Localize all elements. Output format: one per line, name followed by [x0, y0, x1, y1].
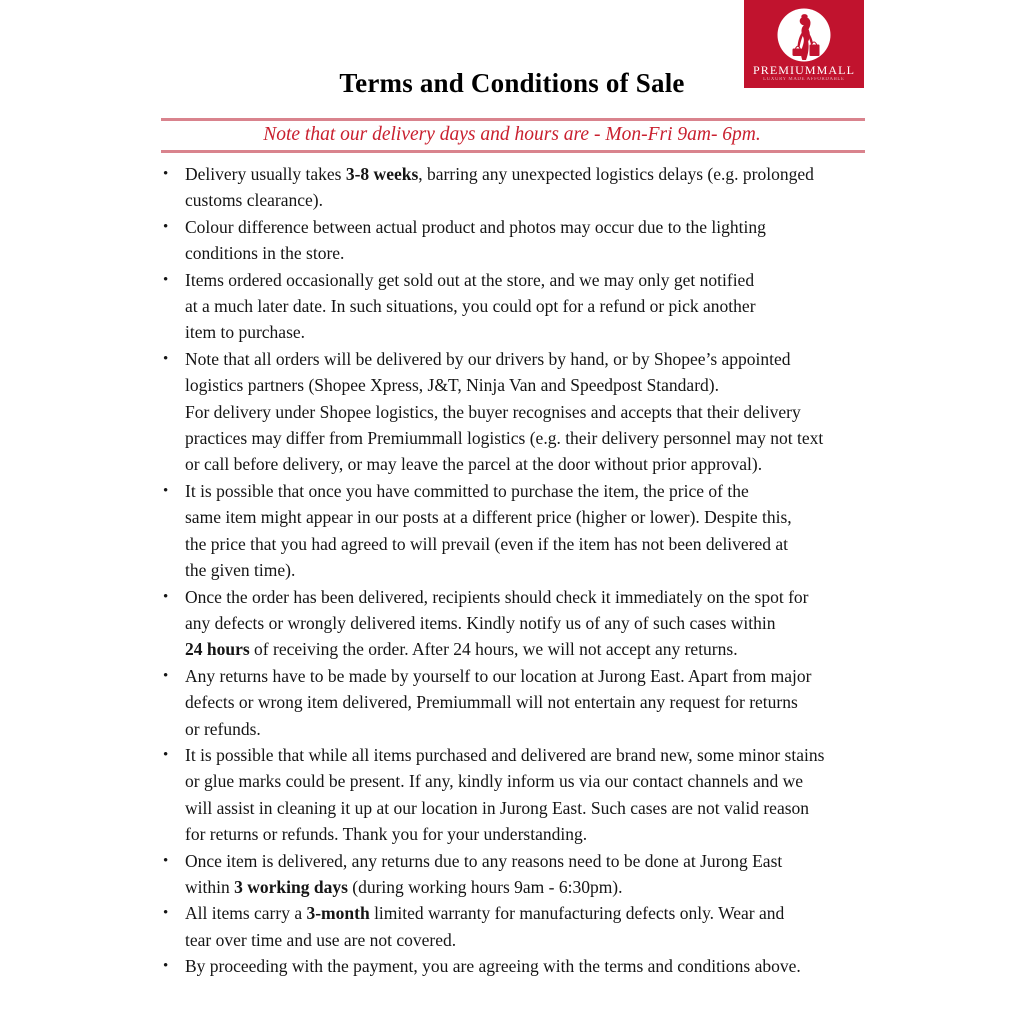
term-text-segment: It is possible that once you have committed to purchase the item, the price of the	[185, 480, 749, 501]
term-text-segment: at a much later date. In such situations, you could opt for a refund or pick another	[185, 296, 756, 317]
term-item	[163, 161, 877, 214]
bullet-icon: •	[163, 667, 169, 684]
term-text-segment: 3-8 weeks	[345, 164, 419, 184]
term-text-segment: Once the order has been delivered, recipients should check it immediately on the spot for	[185, 586, 809, 607]
term-text-segment: or glue marks could be present. If any, kindly inform us via our contact channels and we	[185, 771, 803, 792]
bullet-icon: •	[163, 958, 169, 975]
term-item	[163, 848, 877, 901]
term-text-segment: or call before delivery, or may leave the parcel at the door without prior approval).	[185, 454, 763, 475]
term-text-segment: same item might appear in our posts at a different price (higher or lower). Despite this,	[185, 507, 792, 528]
bullet-icon: •	[163, 350, 169, 367]
term-text-segment: logistics partners (Shopee Xpress, J&T, Ninja Van and Speedpost Standard).	[185, 375, 719, 396]
bullet-icon: •	[163, 271, 169, 288]
term-text-segment: 24 hours	[185, 639, 250, 660]
page-title: Terms and Conditions of Sale	[339, 68, 685, 98]
term-text-segment: Any returns have to be made by yourself to our location at Jurong East. Apart from major	[185, 665, 812, 686]
term-text-segment: tear over time and use are not covered.	[185, 929, 457, 950]
bullet-icon: •	[163, 746, 169, 763]
terms-list	[163, 161, 877, 980]
woman-with-shopping-bags-icon	[775, 7, 833, 63]
term-item	[163, 953, 877, 979]
term-text-segment: item to purchase.	[185, 322, 306, 343]
term-text-segment: conditions in the store.	[185, 243, 345, 264]
term-text-segment: any defects or wrongly delivered items. Kindly notify us of any of such cases within	[185, 612, 776, 633]
term-text-segment: Delivery usually takes	[185, 164, 346, 184]
term-text-segment: , barring any unexpected logistics delays (e.g. prolonged	[418, 164, 814, 184]
term-text-segment: 3-month	[306, 903, 370, 924]
term-item	[163, 346, 877, 478]
term-item	[163, 742, 877, 848]
term-text-segment: Note that all orders will be delivered by our drivers by hand, or by Shopee’s appointed	[185, 348, 791, 369]
bullet-icon: •	[163, 588, 169, 605]
term-text-segment: By proceeding with the payment, you are agreeing with the terms and conditions above.	[185, 956, 801, 977]
term-text-segment: (during working hours 9am - 6:30pm).	[347, 876, 623, 897]
delivery-note: Note that our delivery days and hours are - Mon-Fri 9am- 6pm.	[263, 124, 761, 145]
term-text-segment: or refunds.	[185, 718, 261, 739]
term-text-segment: limited warranty for manufacturing defects only. Wear and	[369, 903, 785, 924]
term-text-segment: for returns or refunds. Thank you for your understanding.	[185, 824, 588, 845]
bullet-icon: •	[163, 852, 169, 869]
term-item	[163, 267, 877, 346]
term-text-segment: Colour difference between actual product and photos may occur due to the lighting	[185, 216, 766, 237]
brand-tagline: LUXURY MADE AFFORDABLE	[763, 77, 845, 82]
term-text-segment: Once item is delivered, any returns due to any reasons need to be done at Jurong East	[185, 850, 783, 871]
term-text-segment: practices may differ from Premiummall logistics (e.g. their delivery personnel may not text	[185, 428, 824, 449]
term-text-segment: 3 working days	[234, 876, 348, 897]
bullet-icon: •	[163, 166, 169, 182]
term-text-segment: the given time).	[185, 560, 296, 581]
bullet-icon: •	[163, 905, 169, 922]
term-text-segment: will assist in cleaning it up at our location in Jurong East. Such cases are not valid reason	[185, 797, 810, 818]
term-text-segment: All items carry a	[185, 903, 307, 924]
bullet-icon: •	[163, 482, 169, 499]
term-item	[163, 214, 877, 267]
bullet-icon: •	[163, 218, 169, 235]
term-text-segment: the price that you had agreed to will prevail (even if the item has not been delivered at	[185, 533, 789, 554]
term-item	[163, 584, 877, 663]
term-text-segment: within	[185, 876, 235, 897]
brand-name: PREMIUMMALL	[752, 63, 856, 77]
term-item	[163, 663, 877, 742]
term-text-segment: of receiving the order. After 24 hours, we will not accept any returns.	[249, 639, 738, 660]
divider-line-top	[161, 118, 865, 121]
term-text-segment: defects or wrong item delivered, Premiummall will not entertain any request for returns	[185, 692, 798, 713]
term-text-segment: For delivery under Shopee logistics, the buyer recognises and accepts that their delivery	[185, 401, 801, 422]
term-item	[163, 478, 877, 584]
term-text-segment: customs clearance).	[185, 190, 323, 211]
divider-line-bottom	[161, 150, 865, 153]
term-text-segment: It is possible that while all items purchased and delivered are brand new, some minor stains	[185, 744, 825, 765]
term-text-segment: Items ordered occasionally get sold out at the store, and we may only get notified	[185, 269, 755, 290]
term-item	[163, 900, 877, 953]
